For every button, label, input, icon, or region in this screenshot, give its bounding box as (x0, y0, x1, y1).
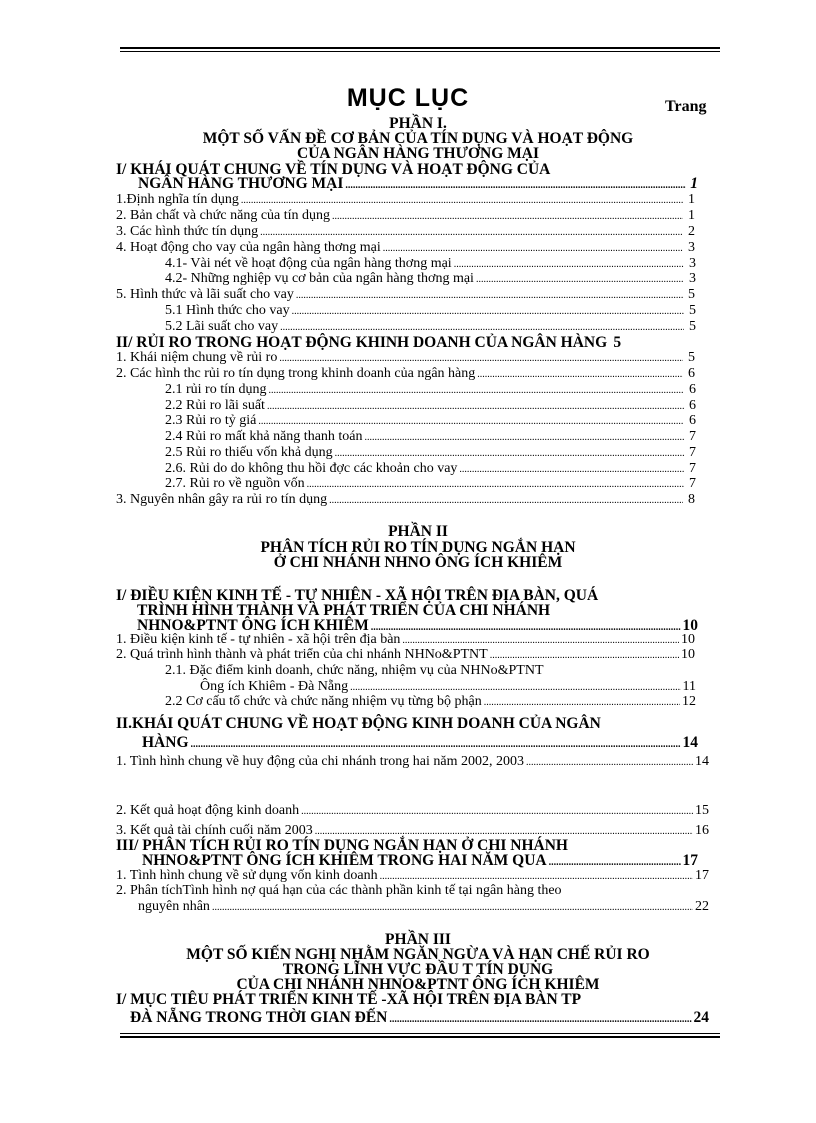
toc-entry[interactable] (116, 225, 695, 240)
toc-entry-text: 2. Các hình thc rủi ro tín dụng trong khinh doanh của ngân hàng (116, 366, 476, 381)
toc-entry-text: 2.2 Rủi ro lãi suất (165, 398, 265, 413)
part1-subtitle-1: MỘT SỐ VẤN ĐỀ CƠ BẢN CỦA TÍN DỤNG VÀ HOẠT ĐỘNG (202, 130, 634, 147)
toc-entry[interactable] (138, 900, 709, 915)
toc-entry-page: 7 (689, 476, 696, 491)
dot-leader (350, 680, 680, 695)
toc-entry-page: 1 (690, 175, 698, 192)
toc-entry-page: 6 (689, 382, 696, 397)
toc-entry-page: 10 (681, 632, 695, 647)
dot-leader (389, 1012, 691, 1027)
toc-entry-page: 3 (689, 271, 696, 286)
toc-entry-text: 1.Định nghĩa tín dụng (116, 192, 239, 207)
dot-leader (241, 193, 683, 208)
toc-entry[interactable] (116, 493, 695, 508)
dot-leader (526, 755, 693, 770)
dot-leader (258, 414, 684, 429)
toc-entry-page: 8 (688, 492, 695, 507)
section1-title-line1: I/ KHÁI QUÁT CHUNG VỀ TÍN DỤNG VÀ HOẠT ĐỘNG CỦA (116, 161, 551, 178)
toc-entry[interactable] (116, 193, 695, 208)
toc-entry-text-only[interactable] (165, 664, 645, 678)
toc-entry[interactable] (165, 304, 696, 319)
part1-heading: PHẦN I. (389, 115, 447, 132)
toc-entry-page: 14 (682, 734, 698, 751)
toc-entry-text: 5. Hình thức và lãi suất cho vay (116, 287, 294, 302)
dot-leader (402, 633, 679, 648)
toc-entry-page: 6 (689, 413, 696, 428)
toc-entry-text: 2.6. Rủi do do không thu hồi đợc các khoản cho vay (165, 461, 458, 476)
toc-entry-page: 10 (681, 647, 695, 662)
dot-leader (345, 178, 686, 193)
toc-entry-text: Ông ích Khiêm - Đà Nẵng (200, 679, 349, 694)
dot-leader (365, 430, 684, 445)
toc-entry-text: NHNO&PTNT ÔNG ÍCH KHIÊM (137, 617, 369, 634)
toc-entry-text: 2.4 Rủi ro mất khả năng thanh toán (165, 429, 363, 444)
toc-entry-section2[interactable] (116, 336, 698, 350)
toc-entry-text: 2.3 Rủi ro tỷ giá (165, 413, 257, 428)
section4-title-line1: II.KHÁI QUÁT CHUNG VỀ HOẠT ĐỘNG KINH DOANH CỦA NGÂN (116, 715, 601, 732)
toc-entry-text: 1. Tình hình chung về huy động của chi nhánh trong hai năm 2002, 2003 (116, 754, 525, 769)
toc-entry-text: ĐÀ NẴNG TRONG THỜI GIAN ĐẾN (130, 1009, 388, 1026)
dot-leader (332, 209, 683, 224)
toc-entry-page: 16 (695, 823, 709, 838)
toc-entry-page: 14 (695, 754, 709, 769)
toc-entry[interactable] (116, 648, 695, 663)
bottom-rule (120, 1033, 720, 1038)
dot-leader (307, 477, 684, 492)
toc-entry-text: 4.1- Vài nét về hoạt động của ngân hàng thơng mại (165, 256, 452, 271)
toc-entry[interactable] (165, 462, 696, 477)
toc-entry[interactable] (165, 446, 696, 461)
toc-entry[interactable] (116, 633, 695, 648)
section3-title-line2: TRÌNH HÌNH THÀNH VÀ PHÁT TRIỂN CỦA CHI NHÁNH (137, 602, 551, 619)
toc-entry[interactable] (165, 477, 696, 492)
dot-leader (296, 288, 683, 303)
toc-entry-text: 2. Bản chất và chức năng của tín dụng (116, 208, 331, 223)
toc-entry-text: 2.2 Cơ cấu tổ chức và chức năng nhiệm vụ từng bộ phận (165, 694, 482, 709)
toc-entry[interactable] (165, 414, 696, 429)
toc-entry[interactable] (116, 351, 695, 366)
toc-entry-text: NGÂN HÀNG THƯƠNG MẠI (138, 175, 344, 192)
dot-leader (191, 737, 681, 752)
dot-leader (267, 399, 684, 414)
toc-entry-text: II/ RỦI RO TRONG HOẠT ĐỘNG KHINH DOANH CỦA NGÂN HÀNG (116, 334, 608, 351)
toc-entry-page: 7 (689, 445, 696, 460)
dot-leader (280, 320, 684, 335)
dot-leader (454, 257, 684, 272)
toc-entry-text: HÀNG (142, 734, 189, 751)
toc-entry[interactable] (165, 383, 696, 398)
dot-leader (269, 383, 685, 398)
part1-subtitle-2: CỦA NGÂN HÀNG THƯƠNG MẠI (297, 145, 539, 162)
toc-entry-page: 3 (688, 240, 695, 255)
part2-subtitle-2: Ở CHI NHÁNH NHNO ÔNG ÍCH KHIÊM (273, 554, 563, 571)
toc-entry-text: 2. Phân tíchTình hình nợ quá hạn của các thành phần kinh tế tại ngân hàng theo (116, 883, 562, 898)
toc-entry-text: 5.1 Hình thức cho vay (165, 303, 290, 318)
toc-entry[interactable] (116, 288, 695, 303)
toc-entry-section1[interactable] (116, 177, 698, 193)
toc-entry-page: 12 (682, 694, 696, 709)
toc-entry[interactable] (116, 209, 695, 224)
toc-entry-text: 2.1 rủi ro tín dụng (165, 382, 267, 397)
toc-entry-text: 3. Kết quả tài chính cuối năm 2003 (116, 823, 313, 838)
toc-entry-page: 10 (682, 617, 698, 634)
dot-leader (490, 648, 679, 663)
dot-leader (301, 804, 693, 819)
section3-title-line1: I/ ĐIỀU KIỆN KINH TẾ - TỰ NHIÊN - XÃ HỘI TRÊN ĐỊA BÀN, QUÁ (116, 587, 599, 604)
page-title: MỤC LỤC (346, 84, 470, 112)
toc-entry-page: 6 (688, 366, 695, 381)
toc-entry-text: nguyên nhân (138, 899, 210, 914)
dot-leader (260, 225, 683, 240)
toc-entry-text: 5.2 Lãi suất cho vay (165, 319, 279, 334)
section6-title-line1: I/ MỤC TIÊU PHÁT TRIỂN KINH TẾ -XÃ HỘI TRÊN ĐỊA BÀN TP (116, 991, 582, 1008)
dot-leader (212, 900, 693, 915)
toc-entry-page: 15 (695, 803, 709, 818)
toc-entry-page: 2 (688, 224, 695, 239)
toc-entry-text: 2.7. Rủi ro về nguồn vốn (165, 476, 305, 491)
toc-entry[interactable] (165, 430, 696, 445)
dot-leader (459, 462, 684, 477)
toc-entry-section6[interactable] (116, 1011, 709, 1027)
toc-entry-page: 1 (688, 208, 695, 223)
toc-entry-text: NHNO&PTNT ÔNG ÍCH KHIÊM TRONG HAI NĂM QUA (142, 852, 547, 869)
toc-entry-section4[interactable] (116, 736, 698, 752)
part3-heading: PHẦN III (385, 931, 451, 948)
toc-entry[interactable] (116, 241, 695, 256)
dot-leader (476, 272, 684, 287)
part3-subtitle-3: CỦA CHI NHÁNH NHNO&PTNT ÔNG ÍCH KHIÊM (236, 976, 600, 993)
toc-entry-page: 1 (688, 192, 695, 207)
dot-leader (329, 493, 683, 508)
toc-entry[interactable] (165, 257, 696, 272)
dot-leader (292, 304, 684, 319)
toc-entry-page: 6 (689, 398, 696, 413)
toc-entry[interactable] (165, 399, 696, 414)
toc-entry[interactable] (165, 320, 696, 335)
toc-entry[interactable] (165, 695, 696, 710)
toc-entry-page: 17 (682, 852, 698, 869)
toc-entry-text: 1. Tình hình chung về sử dụng vốn kinh doanh (116, 868, 378, 883)
toc-entry-text-only[interactable] (116, 884, 696, 898)
toc-entry-text: 4. Hoạt động cho vay của ngân hàng thơng mại (116, 240, 381, 255)
dot-leader (549, 855, 681, 870)
toc-entry-page: 22 (695, 899, 709, 914)
toc-entry-text: 2. Quá trình hình thành và phát triển của chi nhánh NHNo&PTNT (116, 647, 488, 662)
toc-entry-page: 3 (689, 256, 696, 271)
top-rule (120, 47, 720, 52)
toc-entry-page: 11 (682, 679, 696, 694)
toc-entry[interactable] (116, 755, 709, 770)
dot-leader (335, 446, 684, 461)
part3-subtitle-1: MỘT SỐ KIẾN NGHỊ NHẰM NGĂN NGỪA VÀ HẠN CHẾ RỦI RO (186, 946, 650, 963)
dot-leader (383, 241, 683, 256)
toc-entry-page: 7 (689, 461, 696, 476)
toc-entry-page: 7 (689, 429, 696, 444)
toc-entry-text: 3. Các hình thức tín dụng (116, 224, 259, 239)
toc-entry[interactable] (165, 272, 696, 287)
toc-entry-page: 17 (695, 868, 709, 883)
dot-leader (477, 367, 683, 382)
toc-entry[interactable] (116, 869, 709, 884)
toc-entry-text: 1. Khái niệm chung về rủi ro (116, 350, 278, 365)
toc-entry-text: 2.5 Rủi ro thiếu vốn khả dụng (165, 445, 333, 460)
toc-entry-text: 3. Nguyên nhân gây ra rủi ro tín dụng (116, 492, 328, 507)
part3-subtitle-2: TRONG LĨNH VỰC ĐẦU T TÍN DỤNG (282, 961, 554, 978)
toc-entry-page: 5 (613, 334, 622, 351)
toc-entry[interactable] (116, 367, 695, 382)
toc-entry-page: 5 (689, 319, 696, 334)
part2-heading: PHẦN II (388, 523, 448, 540)
dot-leader (484, 695, 680, 710)
toc-entry-text: 2. Kết quả hoạt động kinh doanh (116, 803, 300, 818)
toc-entry-text: 2.1. Đặc điểm kinh doanh, chức năng, nhiệm vụ của NHNo&PTNT (165, 663, 544, 678)
toc-entry-page: 24 (693, 1009, 709, 1026)
toc-entry[interactable] (116, 804, 709, 819)
section5-title-line1: III/ PHÂN TÍCH RỦI RO TÍN DỤNG NGẮN HẠN Ở CHI NHÁNH (116, 837, 568, 854)
toc-entry-page: 5 (688, 287, 695, 302)
toc-entry-text: 4.2- Những nghiệp vụ cơ bản của ngân hàng thơng mại (165, 271, 474, 286)
part2-subtitle-1: PHÂN TÍCH RỦI RO TÍN DỤNG NGẮN HẠN (260, 539, 576, 556)
toc-entry-text: 1. Điều kiện kinh tế - tự nhiên - xã hội trên địa bàn (116, 632, 401, 647)
toc-entry-page: 5 (689, 303, 696, 318)
page-column-label: Trang (665, 98, 707, 115)
dot-leader (279, 351, 683, 366)
dot-leader (380, 869, 693, 884)
toc-entry-page: 5 (688, 350, 695, 365)
toc-entry[interactable] (200, 680, 696, 695)
